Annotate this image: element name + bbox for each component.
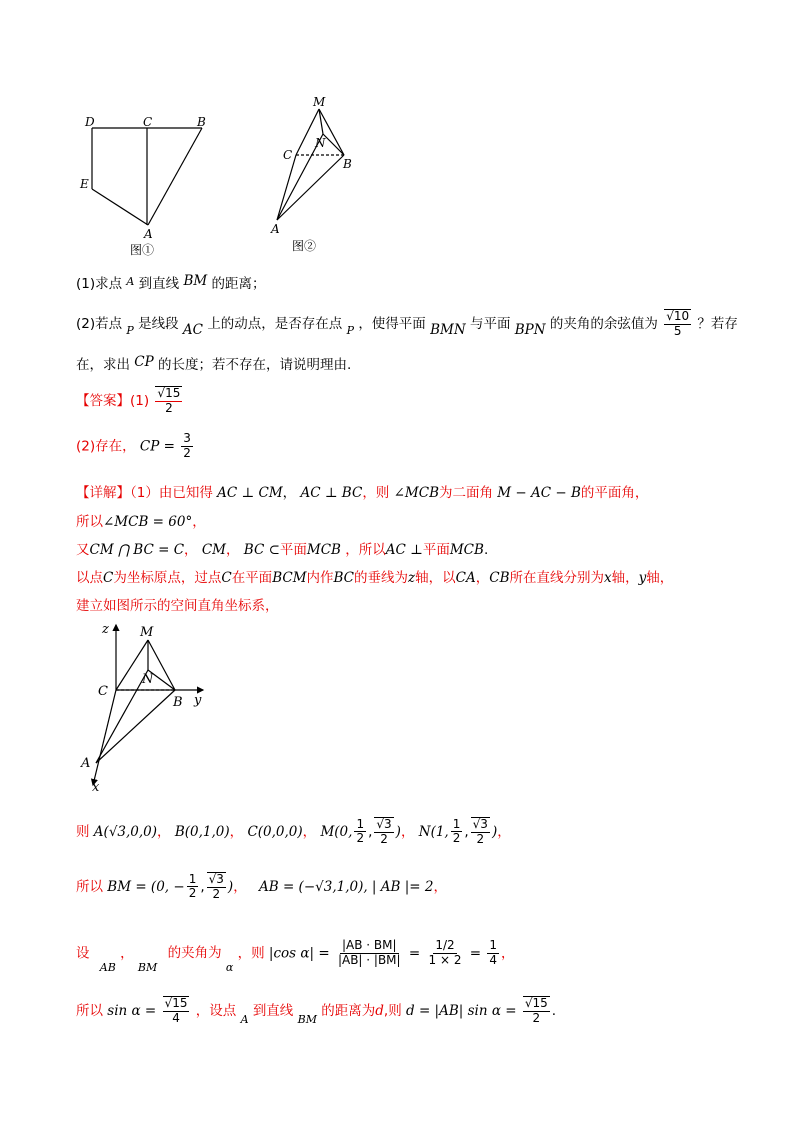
fig2-label-a: A [271,222,280,236]
fig3-label-b: B [173,695,183,710]
answer-line-1: 【答案】(1) $\frac{√15}{2}$ [76,386,181,415]
fig3-axis-y: y [194,693,202,708]
cos-line: 设 $_{AB}$ ， $_{BM}$ 的夹角为 $_\alpha$ ，则 |cos α| = $\frac{|AB \cdot BM|}{|AB| \cdot |BM|}$ = $\frac{1/2}{1 \times 2}$ = $\frac{1}{4}$ ， [76,938,515,975]
answer-tag: 【答案】 [76,392,130,409]
question-2-line-2: 在，求出 CP 的长度；若不存在，请说明理由. [76,354,352,373]
fig2-label-c: C [283,148,293,162]
detail-line-2: 所以∠MCB = 60°， [76,514,206,530]
fig2-caption: 图② [292,239,317,253]
figure-3 [78,615,218,795]
fig1-caption: 图① [130,243,155,257]
coords-line: 则 A(√3,0,0)， B(0,1,0)， C(0,0,0)， M(0, $\frac{1}{2}$ , $\frac{√3}{2}$ )， N(1, $\frac{1}{2}$ , $\frac{√3}{2}$ )， [76,816,511,846]
fig3-label-c: C [98,684,108,699]
fig1-label-c: C [143,115,153,129]
fig3-axis-x: x [92,780,100,795]
fig3-label-n: N [142,672,154,687]
detail-line-4: 以点C为坐标原点，过点C在平面BCM内作BC的垂线为z轴，以CA，CB所在直线分别为x轴，y轴， [76,570,674,586]
fig1-label-b: B [197,115,206,129]
fig2-label-n: N [315,136,326,150]
fig1-label-a: A [144,227,153,241]
fig1-label-e: E [80,177,89,191]
detail-line-1: 【详解】（1）由已知得 AC ⊥ CM， AC ⊥ BC，则 ∠MCB为二面角 M − AC − B的平面角， [76,485,649,501]
distance-line: 所以 sin α = $\frac{√15}{4}$ ，设点 $_A$ 到直线 $_{BM}$ 的距离为d,则 d = |AB| sin α = $\frac{√15}{2}$ . [76,996,557,1026]
fig3-label-a: A [81,756,91,771]
detail-tag: 【详解】 [76,485,130,501]
vectors-line: 所以 BM = (0, − $\frac{1}{2}$ , $\frac{√3}{2}$ )， AB = (−√3,1,0), | AB |= 2， [76,871,447,901]
figure-2 [265,92,385,257]
detail-line-5: 建立如图所示的空间直角坐标系， [76,598,279,614]
question-2-line-1: (2)若点 $_P$ 是线段 AC 上的动点，是否存在点 $_P$ ，使得平面 BMN 与平面 BPN 的夹角的余弦值为 $\frac{√10}{5}$ ？若存 [76,309,738,338]
fig2-label-b: B [343,157,352,171]
fig3-label-m: M [140,625,154,640]
answer-line-2: (2)存在， CP = $\frac{3}{2}$ [76,431,191,460]
fig2-label-m: M [313,95,326,109]
figure-1 [70,112,230,262]
fig1-label-d: D [85,115,95,129]
question-1: (1)求点 $^A$ 到直线 BM 的距离； [76,273,266,292]
fig3-axis-z: z [102,622,109,637]
detail-line-3: 又CM ⋂ BC = C， CM， BC ⊂平面MCB ，所以AC ⊥平面MCB. [76,542,489,558]
